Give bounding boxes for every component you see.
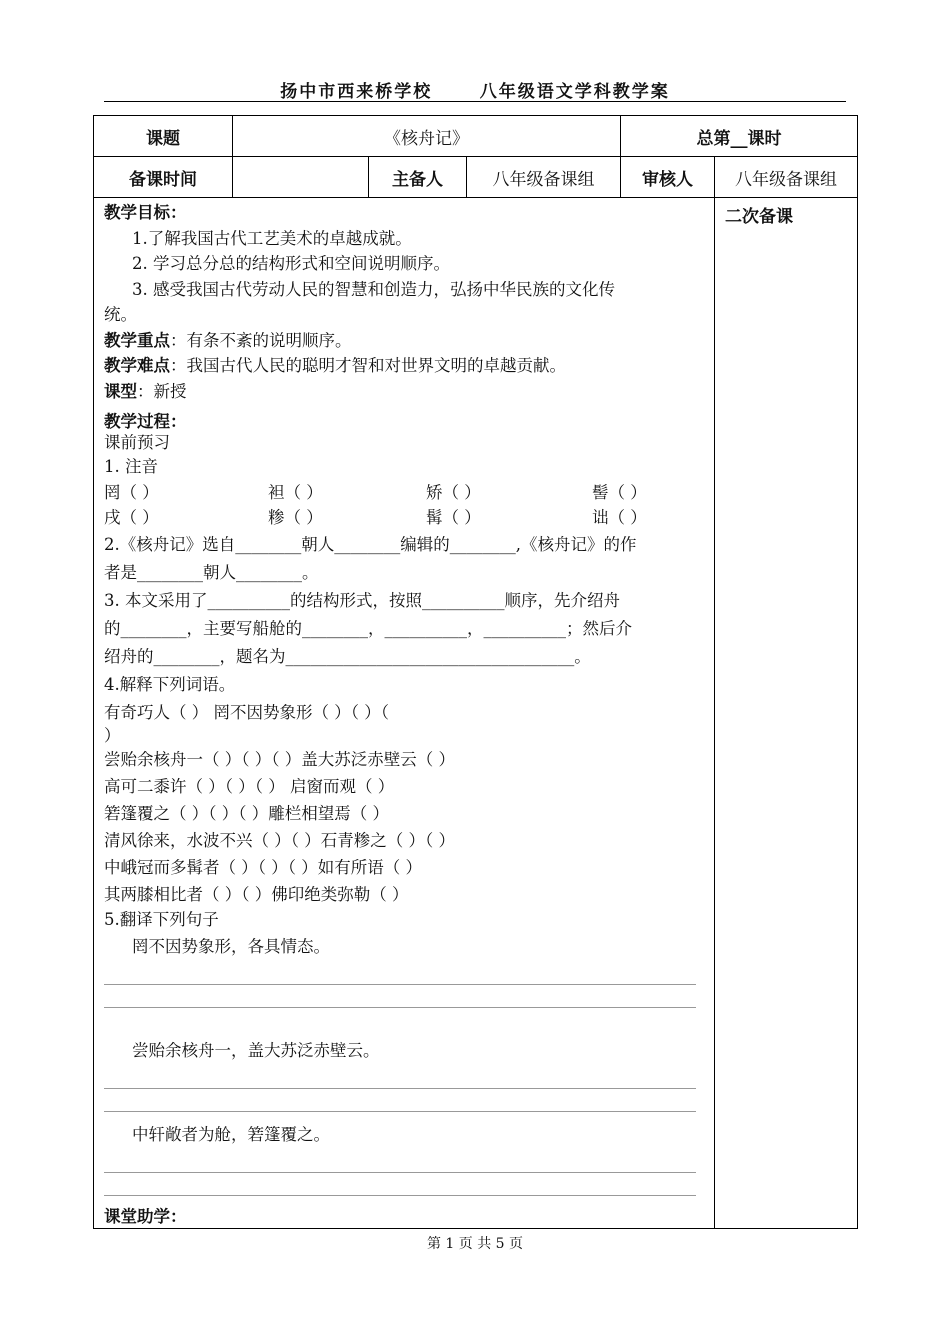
q1-title: 1. 注音	[104, 457, 158, 476]
q2-line: 2.《核舟记》选自________朝人________编辑的________,《核舟记》的作	[104, 534, 637, 554]
main-prep-label: 主备人	[369, 157, 467, 198]
answer-line	[104, 962, 696, 985]
teaching-difficulty: 教学难点：我国古代人民的聪明才智和对世界文明的卓越贡献。	[104, 356, 566, 375]
lesson-plan-table	[93, 115, 858, 1229]
answer-line	[104, 985, 696, 1008]
header-rule	[104, 101, 846, 102]
lesson-type: 课型：新授	[104, 381, 187, 401]
page-footer: 第 1 页 共 5 页	[426, 1236, 524, 1252]
vocab-line: 箬篷覆之（ ）（ ）（ ）雕栏相望焉（ ）	[104, 803, 389, 823]
main-prep-value: 八年级备课组	[467, 157, 621, 198]
q5-title: 5.翻译下列句子	[104, 909, 219, 929]
reviewer-value: 八年级备课组	[715, 157, 858, 198]
answer-line	[104, 1089, 696, 1112]
translate-sentence: 罔不因势象形，各具情态。	[132, 936, 330, 956]
vocab-line: 有奇巧人（ ） 罔不因势象形（ ）（ ）（	[104, 702, 389, 722]
second-prep-label: 二次备课	[725, 207, 794, 227]
lesson-content	[94, 198, 715, 1229]
document-header: 扬中市西来桥学校 八年级语文学科教学案	[280, 82, 670, 102]
second-prep-column	[715, 198, 858, 1229]
q4-title: 4.解释下列词语。	[104, 674, 236, 694]
topic-label: 课题	[94, 116, 233, 157]
topic-value: 《核舟记》	[233, 116, 621, 157]
vocab-line: 尝贻余核舟一（ ）（ ）（ ）盖大苏泛赤壁云（ ）	[104, 749, 455, 769]
vocab-line: 中峨冠而多髯者（ ）（ ）（ ）如有所语（ ）	[104, 857, 422, 877]
reviewer-label: 审核人	[621, 157, 715, 198]
answer-line	[104, 1173, 696, 1196]
process-title: 教学过程：	[104, 412, 187, 431]
pinyin-row-1: 罔（ ） 袒（ ） 矫（ ） 髻（ ）	[104, 482, 647, 502]
vocab-line: 高可二黍许（ ）（ ）（ ） 启窗而观（ ）	[104, 776, 395, 796]
q2-line: 者是________朝人________。	[104, 562, 319, 582]
goals-title: 教学目标：	[104, 203, 187, 222]
preview-heading: 课前预习	[104, 433, 170, 452]
vocab-line: ）	[104, 725, 121, 745]
translate-sentence: 中轩敞者为舱，箬篷覆之。	[132, 1124, 330, 1144]
goal-item: 3. 感受我国古代劳动人民的智慧和创造力，弘扬中华民族的文化传	[132, 279, 615, 299]
q3-line: 的________，主要写船舱的________，__________，__________；然后介	[104, 618, 632, 638]
goal-item: 1.了解我国古代工艺美术的卓越成就。	[132, 228, 412, 248]
class-help-title: 课堂助学：	[104, 1206, 187, 1226]
translate-sentence: 尝贻余核舟一，盖大苏泛赤壁云。	[132, 1040, 380, 1060]
answer-line	[104, 1066, 696, 1089]
vocab-line: 其两膝相比者（ ）（ ）佛印绝类弥勒（ ）	[104, 884, 409, 904]
teaching-focus: 教学重点：有条不紊的说明顺序。	[104, 330, 352, 350]
vocab-line: 清风徐来，水波不兴（ ）（ ）石青糁之（ ）（ ）	[104, 830, 455, 850]
answer-line	[104, 1150, 696, 1173]
prep-time-value	[233, 157, 369, 198]
goal-item: 统。	[104, 305, 137, 324]
pinyin-row-2: 戌（ ） 糁（ ） 髯（ ） 诎（ ）	[104, 508, 647, 527]
goal-item: 2. 学习总分总的结构形式和空间说明顺序。	[132, 254, 450, 273]
q3-line: 3. 本文采用了__________的结构形式，按照__________顺序，先介绍舟	[104, 590, 620, 610]
prep-time-label: 备课时间	[94, 157, 233, 198]
total-lessons: 总第__课时	[621, 116, 858, 157]
q3-line: 绍舟的________，题名为___________________________________。	[104, 646, 591, 666]
